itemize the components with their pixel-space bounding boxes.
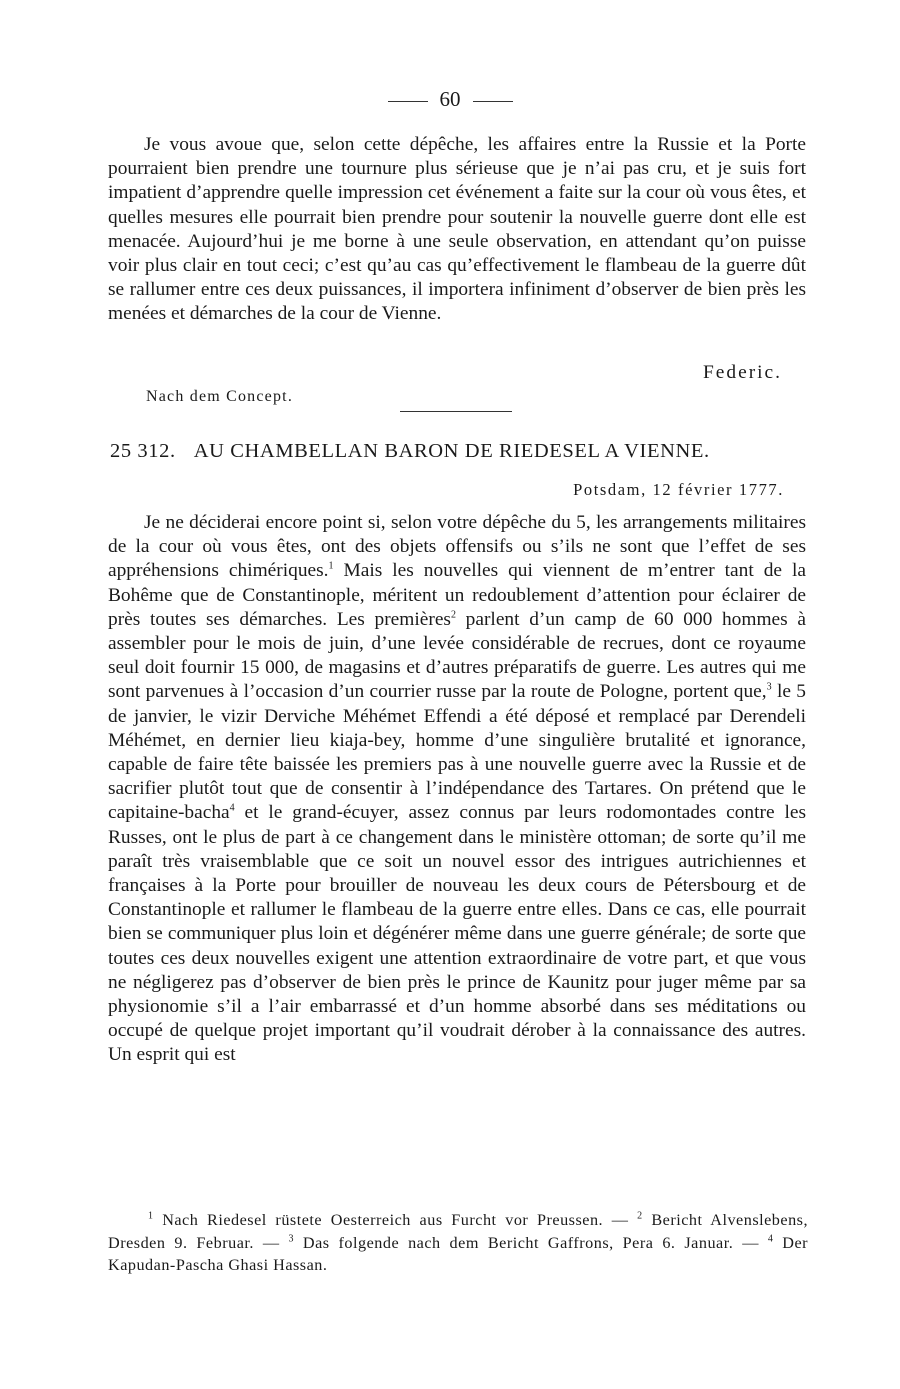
body-segment: Mais les nouvelles qui viennent de m’entrer tant de la Bohême que de Constantinople, méritent un redoublement d’attention pour éclairer de près toutes ses démarches. Les premières [108, 560, 806, 630]
previous-letter-closing-paragraph: Je vous avoue que, selon cette dépêche, les affaires entre la Russie et la Porte pourraient bien prendre une tournure plus sérieuse que je n’ai pas cru, et je suis fort impatient d’apprendre quelle impression cet événement a faite sur la cour où vous êtes, et quelles mesures elle pourrait bien prendre pour soutenir la nouvelle guerre dont elle est menacée. Aujourd’hui je me borne à une seule observation, en attendant qu’on puisse voir plus clair en tout ceci; c’est qu’au cas qu’effectivement le flambeau de la guerre dût se rallumer entre ces deux puissances, il importera infiniment d’observer de bien près les menées et démarches de la cour de Vienne. [108, 134, 806, 325]
footnote-marker: 1 [148, 1210, 154, 1222]
page-number: 60 [439, 87, 461, 111]
footnote-block [108, 1209, 808, 1277]
source-note: Nach dem Concept. [146, 388, 294, 405]
body-segment: le 5 de janvier, le vizir Derviche Méhémet Effendi a été déposé et remplacé par Derendeli Méhémet, en dernier lieu kiaja-bey, homme d’une singulière brutalité et ignorance, capable de faire tête baissée les premiers pas à une nouvelle guerre avec la Russie et de sacrifier plutôt tout que de consentir à l’indépendance des Tartares. On prétend que le capitaine-bacha [108, 681, 806, 824]
footnotes [108, 1209, 808, 1277]
letter-place-date: Potsdam, 12 février 1777. [573, 480, 784, 499]
body-segment: Je ne déciderai encore point si, selon votre dépêche du 5, les arrangements militaires de la cour où vous êtes, ont des objets offensifs ou s’ils ne sont que l’effet de ses appréhensions chimériques. [108, 512, 806, 582]
footnote-ref: 1 [328, 560, 334, 572]
header-dash-right [473, 101, 513, 102]
body-segment: parlent d’un camp de 60 000 hommes à assembler pour le mois de juin, d’une levée considérable de recrues, dont ce royaume seul doit fournir 15 000, de magasins et d’autres préparatifs de guerre. Les autres qui me sont parvenues à l’occasion d’un courrier russe par la route de Pologne, portent que, [108, 608, 806, 703]
header-dash-left [388, 101, 428, 102]
footnote-marker: 2 [637, 1210, 643, 1222]
letter-body-paragraph [108, 511, 806, 1068]
footnote-ref: 3 [766, 681, 772, 693]
signature: Federic. [703, 362, 782, 383]
footnote-text: Das folgende nach dem Bericht Gaffrons, Pera 6. Januar. — [293, 1233, 759, 1252]
footnote-ref: 4 [229, 802, 235, 814]
page-header [0, 86, 900, 112]
letter-recipient: AU CHAMBELLAN BARON DE RIEDESEL A VIENNE. [193, 440, 710, 462]
footnote-text: Bericht Alvenslebens, Dresden 9. Februar. — [108, 1211, 809, 1252]
footnote-ref: 2 [450, 609, 456, 621]
footnote-marker: 4 [767, 1233, 774, 1245]
footnote-marker: 3 [288, 1233, 294, 1245]
letter-heading [110, 440, 810, 463]
letter-number: 25 312. [110, 440, 176, 462]
section-divider [400, 411, 512, 412]
footnote-text: Nach Riedesel rüstete Oesterreich aus Furcht vor Preussen. — [162, 1211, 629, 1229]
body-segment: et le grand-écuyer, assez connus par leurs rodomontades contre les Russes, ont le plus de part à ce changement dans le ministère ottoman; de sorte qu’il me paraît très vraisemblable que ce soit un nouvel essor des intrigues autrichiennes et françaises à la Porte pour brouiller de nouveau les deux cours de Pétersbourg et de Constantinople et rallumer le flambeau de la guerre entre elles. Dans ce cas, elle pourrait bien se communiquer plus loin et dégénérer même dans une guerre générale; de sorte que toutes ces deux nouvelles exigent une attention extraordinaire de votre part, et que vous ne négligerez pas d’observer de bien près le prince de Kaunitz pour juger même par sa physionomie s’il a l’air embarrassé et d’un homme absorbé dans ses méditations ou occupé de quelque projet important qu’il voudrait dérober à la connaissance des autres. Un esprit qui est [108, 802, 806, 1066]
footnote-text: Der Kapudan-Pascha Ghasi Hassan. [108, 1233, 809, 1274]
